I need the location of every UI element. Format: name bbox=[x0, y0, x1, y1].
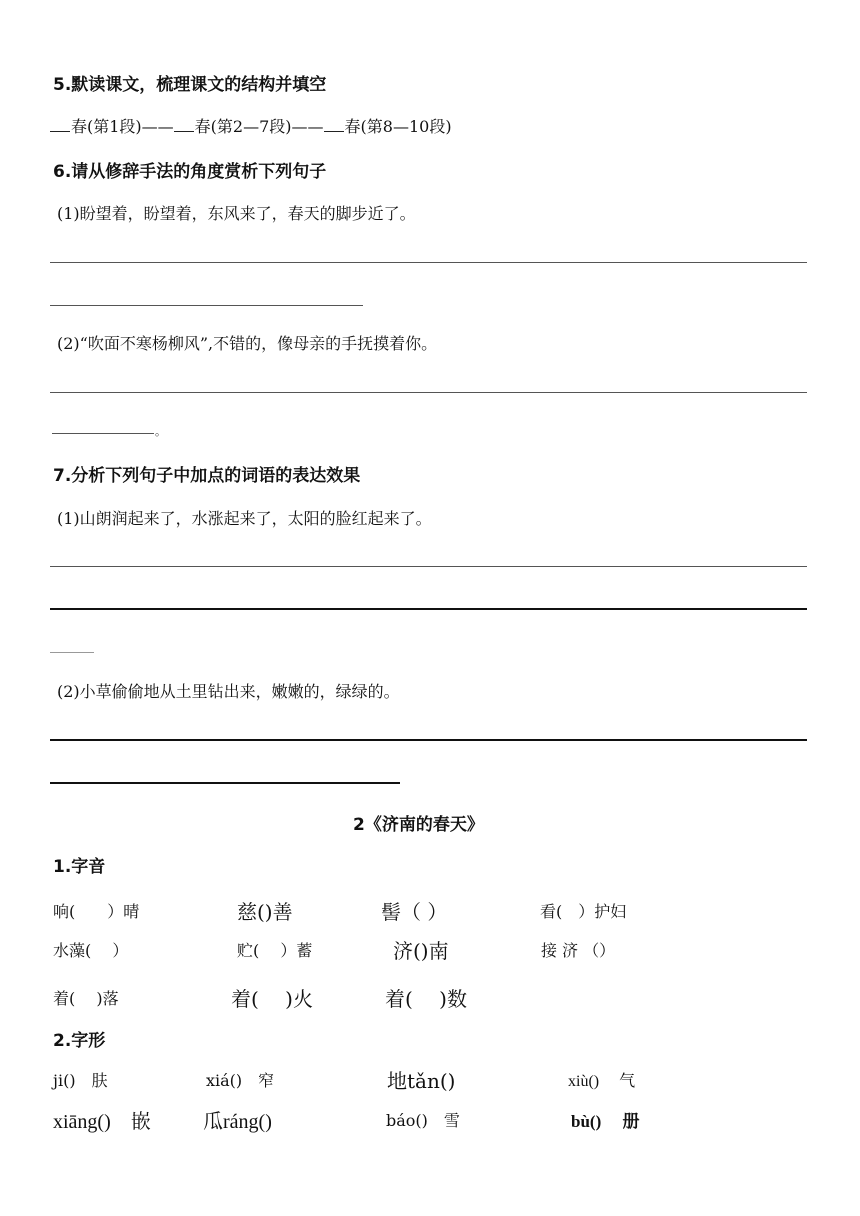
answer-line[interactable] bbox=[50, 305, 363, 306]
pron-item: 水藻( ） bbox=[53, 941, 129, 960]
pron-item: 慈()善 bbox=[237, 900, 293, 924]
pronunciation-heading: 1.字音 bbox=[53, 857, 106, 877]
q7-sentence-1: (1)山朗润起来了，水涨起来了，太阳的脸红起来了。 bbox=[57, 509, 432, 528]
form-item: 地tǎn() bbox=[387, 1069, 456, 1093]
pron-item: 髻（ ） bbox=[381, 900, 448, 924]
answer-line[interactable] bbox=[50, 566, 807, 567]
pron-item: 着( )数 bbox=[385, 987, 467, 1011]
answer-line[interactable] bbox=[50, 392, 807, 393]
section-title: 2《济南的春天》 bbox=[353, 815, 484, 835]
form-item: xiá() 窄 bbox=[206, 1071, 275, 1090]
answer-line[interactable] bbox=[50, 782, 400, 784]
answer-line[interactable] bbox=[52, 433, 154, 434]
q6-sentence-2: (2)“吹面不寒杨柳风”,不错的，像母亲的手抚摸着你。 bbox=[57, 334, 438, 353]
pron-item: 着( )落 bbox=[53, 989, 119, 1008]
q7-sentence-2: (2)小草偷偷地从土里钻出来，嫩嫩的，绿绿的。 bbox=[57, 682, 400, 701]
q5-part3: 春(第8—10段) bbox=[344, 117, 452, 136]
form-item: bù() 册 bbox=[571, 1112, 640, 1131]
q6-heading: 6.请从修辞手法的角度赏析下列句子 bbox=[53, 162, 327, 182]
blank-2[interactable] bbox=[174, 117, 194, 132]
pron-item: 响( ）晴 bbox=[53, 902, 140, 921]
q6-sentence-1: (1)盼望着，盼望着，东风来了，春天的脚步近了。 bbox=[57, 204, 416, 223]
form-item: 瓜ráng() bbox=[203, 1111, 272, 1133]
pron-item: 着( )火 bbox=[231, 987, 313, 1011]
form-item: ji() 肤 bbox=[53, 1071, 108, 1090]
blank-3[interactable] bbox=[324, 117, 344, 132]
pron-item: 接 济 （） bbox=[541, 941, 616, 960]
pron-item: 济()南 bbox=[393, 939, 449, 963]
pron-item: 贮( ）蓄 bbox=[237, 941, 313, 960]
answer-line[interactable] bbox=[50, 739, 807, 741]
form-item: báo() 雪 bbox=[386, 1111, 460, 1130]
answer-line[interactable] bbox=[50, 262, 807, 263]
q5-part2: 春(第2—7段)—— bbox=[194, 117, 324, 136]
q5-part1: 春(第1段)—— bbox=[71, 117, 174, 136]
form-heading: 2.字形 bbox=[53, 1031, 106, 1051]
form-item: xiù() 气 bbox=[568, 1073, 636, 1090]
answer-line[interactable] bbox=[50, 652, 94, 653]
pron-item: 看( ）护妇 bbox=[540, 902, 627, 921]
q5-heading: 5.默读课文，梳理课文的结构并填空 bbox=[53, 75, 327, 95]
form-item: xiāng() 嵌 bbox=[53, 1111, 151, 1133]
end-mark: 。 bbox=[155, 425, 166, 438]
blank-1[interactable] bbox=[50, 117, 70, 132]
q7-heading: 7.分析下列句子中加点的词语的表达效果 bbox=[53, 466, 361, 486]
q5-structure bbox=[50, 114, 452, 137]
answer-line[interactable] bbox=[50, 608, 807, 610]
